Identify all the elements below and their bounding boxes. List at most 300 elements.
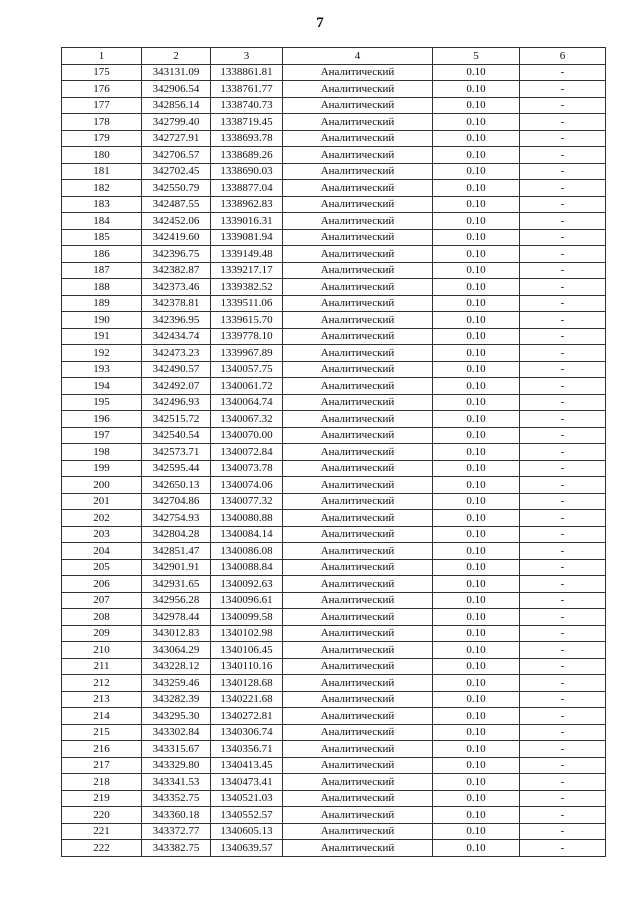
- table-row: [62, 114, 606, 131]
- point-number-cell: 186: [62, 246, 142, 263]
- y-coordinate-cell: 1340221.68: [211, 691, 283, 708]
- table-row: [62, 543, 606, 560]
- table-row: [62, 477, 606, 494]
- point-number-cell: 185: [62, 229, 142, 246]
- note-cell: -: [520, 790, 606, 807]
- accuracy-cell: 0.10: [433, 81, 520, 98]
- method-cell: Аналитический: [283, 642, 433, 659]
- y-coordinate-cell: 1340074.06: [211, 477, 283, 494]
- accuracy-cell: 0.10: [433, 295, 520, 312]
- y-coordinate-cell: 1340128.68: [211, 675, 283, 692]
- method-cell: Аналитический: [283, 328, 433, 345]
- x-coordinate-cell: 343131.09: [142, 64, 211, 81]
- y-coordinate-cell: 1340272.81: [211, 708, 283, 725]
- table-row: [62, 790, 606, 807]
- note-cell: -: [520, 64, 606, 81]
- point-number-cell: 200: [62, 477, 142, 494]
- table-row: [62, 427, 606, 444]
- x-coordinate-cell: 342978.44: [142, 609, 211, 626]
- y-coordinate-cell: 1340067.32: [211, 411, 283, 428]
- point-number-cell: 183: [62, 196, 142, 213]
- table-row: [62, 444, 606, 461]
- table-row: [62, 345, 606, 362]
- method-cell: Аналитический: [283, 196, 433, 213]
- table-row: [62, 180, 606, 197]
- point-number-cell: 180: [62, 147, 142, 164]
- note-cell: -: [520, 807, 606, 824]
- point-number-cell: 189: [62, 295, 142, 312]
- column-header-6: 6: [520, 48, 606, 65]
- accuracy-cell: 0.10: [433, 97, 520, 114]
- note-cell: -: [520, 774, 606, 791]
- x-coordinate-cell: 342382.87: [142, 262, 211, 279]
- x-coordinate-cell: 342573.71: [142, 444, 211, 461]
- note-cell: -: [520, 262, 606, 279]
- y-coordinate-cell: 1340356.71: [211, 741, 283, 758]
- method-cell: Аналитический: [283, 543, 433, 560]
- x-coordinate-cell: 343064.29: [142, 642, 211, 659]
- point-number-cell: 221: [62, 823, 142, 840]
- note-cell: -: [520, 526, 606, 543]
- x-coordinate-cell: 343372.77: [142, 823, 211, 840]
- method-cell: Аналитический: [283, 477, 433, 494]
- x-coordinate-cell: 342378.81: [142, 295, 211, 312]
- y-coordinate-cell: 1340070.00: [211, 427, 283, 444]
- accuracy-cell: 0.10: [433, 823, 520, 840]
- x-coordinate-cell: 343228.12: [142, 658, 211, 675]
- table-row: [62, 97, 606, 114]
- table-row: [62, 295, 606, 312]
- x-coordinate-cell: 342492.07: [142, 378, 211, 395]
- table-row: [62, 823, 606, 840]
- method-cell: Аналитический: [283, 130, 433, 147]
- x-coordinate-cell: 343360.18: [142, 807, 211, 824]
- x-coordinate-cell: 342851.47: [142, 543, 211, 560]
- method-cell: Аналитический: [283, 807, 433, 824]
- note-cell: -: [520, 840, 606, 857]
- y-coordinate-cell: 1338690.03: [211, 163, 283, 180]
- x-coordinate-cell: 342931.65: [142, 576, 211, 593]
- y-coordinate-cell: 1338761.77: [211, 81, 283, 98]
- note-cell: -: [520, 229, 606, 246]
- method-cell: Аналитический: [283, 691, 433, 708]
- accuracy-cell: 0.10: [433, 757, 520, 774]
- x-coordinate-cell: 342799.40: [142, 114, 211, 131]
- accuracy-cell: 0.10: [433, 246, 520, 263]
- point-number-cell: 192: [62, 345, 142, 362]
- method-cell: Аналитический: [283, 64, 433, 81]
- table-row: [62, 312, 606, 329]
- point-number-cell: 205: [62, 559, 142, 576]
- x-coordinate-cell: 343315.67: [142, 741, 211, 758]
- method-cell: Аналитический: [283, 724, 433, 741]
- method-cell: Аналитический: [283, 163, 433, 180]
- note-cell: -: [520, 279, 606, 296]
- x-coordinate-cell: 342956.28: [142, 592, 211, 609]
- note-cell: -: [520, 576, 606, 593]
- point-number-cell: 198: [62, 444, 142, 461]
- point-number-cell: 222: [62, 840, 142, 857]
- note-cell: -: [520, 691, 606, 708]
- table-row: [62, 741, 606, 758]
- point-number-cell: 214: [62, 708, 142, 725]
- column-header-1: 1: [62, 48, 142, 65]
- note-cell: -: [520, 246, 606, 263]
- note-cell: -: [520, 180, 606, 197]
- y-coordinate-cell: 1338861.81: [211, 64, 283, 81]
- y-coordinate-cell: 1338693.78: [211, 130, 283, 147]
- y-coordinate-cell: 1340099.58: [211, 609, 283, 626]
- point-number-cell: 190: [62, 312, 142, 329]
- x-coordinate-cell: 343329.80: [142, 757, 211, 774]
- point-number-cell: 191: [62, 328, 142, 345]
- note-cell: -: [520, 477, 606, 494]
- y-coordinate-cell: 1340521.03: [211, 790, 283, 807]
- point-number-cell: 220: [62, 807, 142, 824]
- accuracy-cell: 0.10: [433, 328, 520, 345]
- note-cell: -: [520, 81, 606, 98]
- table-row: [62, 229, 606, 246]
- note-cell: -: [520, 510, 606, 527]
- y-coordinate-cell: 1339149.48: [211, 246, 283, 263]
- accuracy-cell: 0.10: [433, 477, 520, 494]
- y-coordinate-cell: 1340106.45: [211, 642, 283, 659]
- x-coordinate-cell: 342704.86: [142, 493, 211, 510]
- method-cell: Аналитический: [283, 823, 433, 840]
- note-cell: -: [520, 394, 606, 411]
- note-cell: -: [520, 378, 606, 395]
- point-number-cell: 196: [62, 411, 142, 428]
- point-number-cell: 176: [62, 81, 142, 98]
- note-cell: -: [520, 147, 606, 164]
- method-cell: Аналитический: [283, 774, 433, 791]
- note-cell: -: [520, 411, 606, 428]
- table-row: [62, 378, 606, 395]
- y-coordinate-cell: 1340639.57: [211, 840, 283, 857]
- note-cell: -: [520, 361, 606, 378]
- note-cell: -: [520, 345, 606, 362]
- accuracy-cell: 0.10: [433, 675, 520, 692]
- point-number-cell: 179: [62, 130, 142, 147]
- accuracy-cell: 0.10: [433, 444, 520, 461]
- table-row: [62, 774, 606, 791]
- point-number-cell: 193: [62, 361, 142, 378]
- x-coordinate-cell: 342373.46: [142, 279, 211, 296]
- table-row: [62, 658, 606, 675]
- table-row: [62, 708, 606, 725]
- x-coordinate-cell: 342452.06: [142, 213, 211, 230]
- y-coordinate-cell: 1340072.84: [211, 444, 283, 461]
- point-number-cell: 182: [62, 180, 142, 197]
- table-row: [62, 757, 606, 774]
- accuracy-cell: 0.10: [433, 642, 520, 659]
- point-number-cell: 213: [62, 691, 142, 708]
- note-cell: -: [520, 724, 606, 741]
- table-row: [62, 724, 606, 741]
- table-row: [62, 279, 606, 296]
- method-cell: Аналитический: [283, 444, 433, 461]
- accuracy-cell: 0.10: [433, 361, 520, 378]
- table-header-row: [62, 48, 606, 65]
- table-row: [62, 246, 606, 263]
- x-coordinate-cell: 342473.23: [142, 345, 211, 362]
- note-cell: -: [520, 642, 606, 659]
- method-cell: Аналитический: [283, 526, 433, 543]
- column-header-3: 3: [211, 48, 283, 65]
- point-number-cell: 218: [62, 774, 142, 791]
- x-coordinate-cell: 342550.79: [142, 180, 211, 197]
- y-coordinate-cell: 1340084.14: [211, 526, 283, 543]
- accuracy-cell: 0.10: [433, 807, 520, 824]
- point-number-cell: 202: [62, 510, 142, 527]
- method-cell: Аналитический: [283, 658, 433, 675]
- method-cell: Аналитический: [283, 246, 433, 263]
- method-cell: Аналитический: [283, 625, 433, 642]
- y-coordinate-cell: 1340073.78: [211, 460, 283, 477]
- accuracy-cell: 0.10: [433, 180, 520, 197]
- y-coordinate-cell: 1339217.17: [211, 262, 283, 279]
- x-coordinate-cell: 343341.53: [142, 774, 211, 791]
- accuracy-cell: 0.10: [433, 609, 520, 626]
- method-cell: Аналитический: [283, 180, 433, 197]
- accuracy-cell: 0.10: [433, 229, 520, 246]
- x-coordinate-cell: 343352.75: [142, 790, 211, 807]
- point-number-cell: 187: [62, 262, 142, 279]
- accuracy-cell: 0.10: [433, 411, 520, 428]
- accuracy-cell: 0.10: [433, 460, 520, 477]
- table-row: [62, 411, 606, 428]
- note-cell: -: [520, 444, 606, 461]
- method-cell: Аналитический: [283, 592, 433, 609]
- note-cell: -: [520, 658, 606, 675]
- point-number-cell: 211: [62, 658, 142, 675]
- x-coordinate-cell: 342434.74: [142, 328, 211, 345]
- x-coordinate-cell: 342650.13: [142, 477, 211, 494]
- column-header-4: 4: [283, 48, 433, 65]
- accuracy-cell: 0.10: [433, 279, 520, 296]
- accuracy-cell: 0.10: [433, 312, 520, 329]
- table-row: [62, 394, 606, 411]
- note-cell: -: [520, 196, 606, 213]
- method-cell: Аналитический: [283, 675, 433, 692]
- table-row: [62, 493, 606, 510]
- accuracy-cell: 0.10: [433, 559, 520, 576]
- method-cell: Аналитический: [283, 345, 433, 362]
- note-cell: -: [520, 114, 606, 131]
- note-cell: -: [520, 427, 606, 444]
- y-coordinate-cell: 1340110.16: [211, 658, 283, 675]
- accuracy-cell: 0.10: [433, 592, 520, 609]
- method-cell: Аналитический: [283, 213, 433, 230]
- method-cell: Аналитический: [283, 229, 433, 246]
- point-number-cell: 215: [62, 724, 142, 741]
- y-coordinate-cell: 1339016.31: [211, 213, 283, 230]
- point-number-cell: 204: [62, 543, 142, 560]
- accuracy-cell: 0.10: [433, 691, 520, 708]
- y-coordinate-cell: 1340080.88: [211, 510, 283, 527]
- point-number-cell: 217: [62, 757, 142, 774]
- table-row: [62, 163, 606, 180]
- y-coordinate-cell: 1340096.61: [211, 592, 283, 609]
- note-cell: -: [520, 328, 606, 345]
- x-coordinate-cell: 343012.83: [142, 625, 211, 642]
- point-number-cell: 177: [62, 97, 142, 114]
- x-coordinate-cell: 342515.72: [142, 411, 211, 428]
- method-cell: Аналитический: [283, 493, 433, 510]
- x-coordinate-cell: 342754.93: [142, 510, 211, 527]
- note-cell: -: [520, 823, 606, 840]
- table-row: [62, 328, 606, 345]
- note-cell: -: [520, 163, 606, 180]
- x-coordinate-cell: 343295.30: [142, 708, 211, 725]
- method-cell: Аналитический: [283, 790, 433, 807]
- table-row: [62, 526, 606, 543]
- accuracy-cell: 0.10: [433, 130, 520, 147]
- y-coordinate-cell: 1340306.74: [211, 724, 283, 741]
- note-cell: -: [520, 130, 606, 147]
- x-coordinate-cell: 343382.75: [142, 840, 211, 857]
- note-cell: -: [520, 295, 606, 312]
- accuracy-cell: 0.10: [433, 493, 520, 510]
- method-cell: Аналитический: [283, 840, 433, 857]
- y-coordinate-cell: 1340064.74: [211, 394, 283, 411]
- y-coordinate-cell: 1339081.94: [211, 229, 283, 246]
- accuracy-cell: 0.10: [433, 510, 520, 527]
- method-cell: Аналитический: [283, 559, 433, 576]
- note-cell: -: [520, 543, 606, 560]
- note-cell: -: [520, 213, 606, 230]
- table-row: [62, 196, 606, 213]
- method-cell: Аналитический: [283, 279, 433, 296]
- accuracy-cell: 0.10: [433, 840, 520, 857]
- y-coordinate-cell: 1340057.75: [211, 361, 283, 378]
- table-row: [62, 361, 606, 378]
- accuracy-cell: 0.10: [433, 345, 520, 362]
- table-row: [62, 510, 606, 527]
- x-coordinate-cell: 343282.39: [142, 691, 211, 708]
- point-number-cell: 188: [62, 279, 142, 296]
- x-coordinate-cell: 342396.95: [142, 312, 211, 329]
- y-coordinate-cell: 1340061.72: [211, 378, 283, 395]
- accuracy-cell: 0.10: [433, 213, 520, 230]
- y-coordinate-cell: 1339615.70: [211, 312, 283, 329]
- point-number-cell: 216: [62, 741, 142, 758]
- accuracy-cell: 0.10: [433, 774, 520, 791]
- accuracy-cell: 0.10: [433, 741, 520, 758]
- point-number-cell: 210: [62, 642, 142, 659]
- accuracy-cell: 0.10: [433, 378, 520, 395]
- table-row: [62, 147, 606, 164]
- note-cell: -: [520, 493, 606, 510]
- table-row: [62, 130, 606, 147]
- y-coordinate-cell: 1340092.63: [211, 576, 283, 593]
- table-row: [62, 807, 606, 824]
- accuracy-cell: 0.10: [433, 543, 520, 560]
- note-cell: -: [520, 741, 606, 758]
- method-cell: Аналитический: [283, 114, 433, 131]
- y-coordinate-cell: 1339778.10: [211, 328, 283, 345]
- accuracy-cell: 0.10: [433, 394, 520, 411]
- method-cell: Аналитический: [283, 262, 433, 279]
- method-cell: Аналитический: [283, 757, 433, 774]
- x-coordinate-cell: 342906.54: [142, 81, 211, 98]
- point-number-cell: 181: [62, 163, 142, 180]
- method-cell: Аналитический: [283, 460, 433, 477]
- accuracy-cell: 0.10: [433, 526, 520, 543]
- method-cell: Аналитический: [283, 361, 433, 378]
- x-coordinate-cell: 342804.28: [142, 526, 211, 543]
- table-body: [62, 64, 606, 856]
- y-coordinate-cell: 1340552.57: [211, 807, 283, 824]
- point-number-cell: 178: [62, 114, 142, 131]
- method-cell: Аналитический: [283, 741, 433, 758]
- point-number-cell: 184: [62, 213, 142, 230]
- point-number-cell: 219: [62, 790, 142, 807]
- note-cell: -: [520, 675, 606, 692]
- accuracy-cell: 0.10: [433, 576, 520, 593]
- note-cell: -: [520, 460, 606, 477]
- x-coordinate-cell: 342396.75: [142, 246, 211, 263]
- point-number-cell: 208: [62, 609, 142, 626]
- y-coordinate-cell: 1338962.83: [211, 196, 283, 213]
- accuracy-cell: 0.10: [433, 64, 520, 81]
- y-coordinate-cell: 1340473.41: [211, 774, 283, 791]
- x-coordinate-cell: 342487.55: [142, 196, 211, 213]
- accuracy-cell: 0.10: [433, 658, 520, 675]
- y-coordinate-cell: 1340077.32: [211, 493, 283, 510]
- x-coordinate-cell: 342540.54: [142, 427, 211, 444]
- point-number-cell: 199: [62, 460, 142, 477]
- table-row: [62, 262, 606, 279]
- point-number-cell: 194: [62, 378, 142, 395]
- x-coordinate-cell: 342702.45: [142, 163, 211, 180]
- note-cell: -: [520, 312, 606, 329]
- table-row: [62, 81, 606, 98]
- point-number-cell: 207: [62, 592, 142, 609]
- note-cell: -: [520, 757, 606, 774]
- coordinates-table: [61, 47, 606, 857]
- y-coordinate-cell: 1338740.73: [211, 97, 283, 114]
- method-cell: Аналитический: [283, 97, 433, 114]
- accuracy-cell: 0.10: [433, 708, 520, 725]
- method-cell: Аналитический: [283, 411, 433, 428]
- accuracy-cell: 0.10: [433, 196, 520, 213]
- point-number-cell: 195: [62, 394, 142, 411]
- table-row: [62, 625, 606, 642]
- note-cell: -: [520, 97, 606, 114]
- accuracy-cell: 0.10: [433, 724, 520, 741]
- method-cell: Аналитический: [283, 609, 433, 626]
- y-coordinate-cell: 1338877.04: [211, 180, 283, 197]
- method-cell: Аналитический: [283, 427, 433, 444]
- x-coordinate-cell: 342901.91: [142, 559, 211, 576]
- point-number-cell: 201: [62, 493, 142, 510]
- y-coordinate-cell: 1340102.98: [211, 625, 283, 642]
- method-cell: Аналитический: [283, 708, 433, 725]
- note-cell: -: [520, 592, 606, 609]
- column-header-5: 5: [433, 48, 520, 65]
- table-row: [62, 642, 606, 659]
- x-coordinate-cell: 342706.57: [142, 147, 211, 164]
- method-cell: Аналитический: [283, 295, 433, 312]
- point-number-cell: 175: [62, 64, 142, 81]
- x-coordinate-cell: 342419.60: [142, 229, 211, 246]
- y-coordinate-cell: 1338719.45: [211, 114, 283, 131]
- y-coordinate-cell: 1338689.26: [211, 147, 283, 164]
- point-number-cell: 203: [62, 526, 142, 543]
- x-coordinate-cell: 343302.84: [142, 724, 211, 741]
- accuracy-cell: 0.10: [433, 427, 520, 444]
